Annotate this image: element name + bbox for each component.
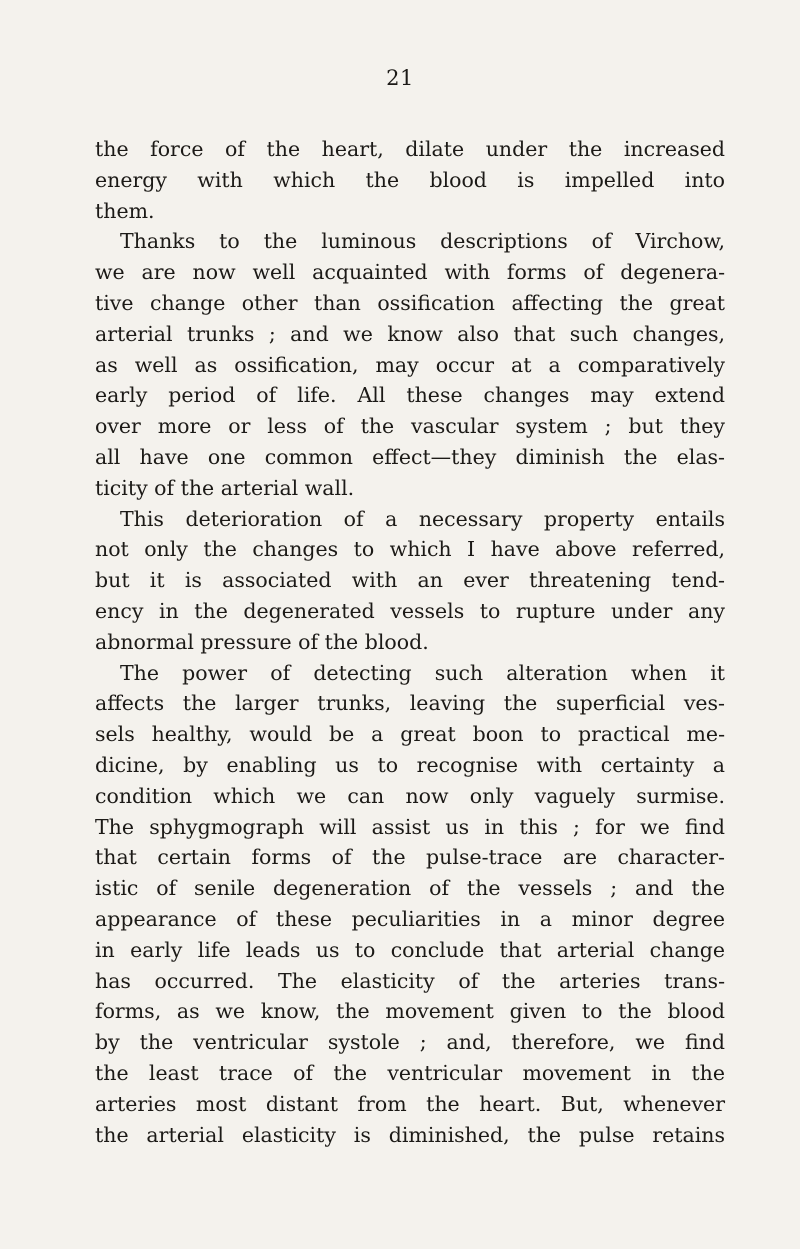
text-line: arterial trunks ; and we know also that such changes, — [95, 321, 725, 346]
text-line: the arterial elasticity is diminished, the pulse retains — [95, 1122, 725, 1147]
text-line: ticity of the arterial wall. — [95, 475, 355, 500]
text-line: sels healthy, would be a great boon to practical me- — [95, 722, 725, 747]
text-line: over more or less of the vascular system ; but they — [95, 414, 725, 439]
text-line: the force of the heart, dilate under the increased — [95, 137, 725, 161]
text-line: them. — [95, 198, 155, 223]
text-line: Thanks to the luminous descriptions of Virchow, — [120, 229, 725, 254]
text-line: condition which we can now only vaguely surmise. — [95, 783, 725, 808]
text-line: ency in the degenerated vessels to rupture under any — [95, 598, 725, 623]
page-number: 21 — [386, 66, 414, 90]
text-line: abnormal pressure of the blood. — [95, 629, 429, 654]
text-line: The sphygmograph will assist us in this ; for we find — [95, 814, 725, 839]
text-line: but it is associated with an ever threatening tend- — [95, 568, 725, 593]
text-line: by the ventricular systole ; and, therefore, we find — [95, 1030, 725, 1055]
text-line: has occurred. The elasticity of the arteries trans- — [95, 968, 725, 993]
text-line: The power of detecting such alteration when it — [120, 660, 725, 685]
body-text — [95, 134, 725, 1150]
text-line: in early life leads us to conclude that arterial change — [95, 937, 725, 962]
text-line: not only the changes to which I have above referred, — [95, 537, 725, 562]
text-line: dicine, by enabling us to recognise with certainty a — [95, 752, 725, 777]
text-line: tive change other than ossification affecting the great — [95, 290, 725, 315]
text-line: all have one common effect—they diminish the elas- — [95, 444, 725, 469]
text-line: forms, as we know, the movement given to the blood — [95, 999, 725, 1024]
text-line: istic of senile degeneration of the vessels ; and the — [95, 876, 725, 901]
text-line: appearance of these peculiarities in a minor degree — [95, 906, 725, 931]
text-line: arteries most distant from the heart. But, whenever — [95, 1091, 725, 1116]
text-line: as well as ossification, may occur at a comparatively — [95, 352, 725, 377]
text-line: that certain forms of the pulse-trace are character- — [95, 845, 725, 870]
text-line: we are now well acquainted with forms of degenera- — [95, 260, 725, 285]
text-line: affects the larger trunks, leaving the superficial ves- — [95, 691, 725, 716]
text-line: early period of life. All these changes may extend — [95, 383, 725, 408]
text-line: the least trace of the ventricular movement in the — [95, 1060, 725, 1085]
text-line: energy with which the blood is impelled into — [95, 167, 725, 192]
text-line: This deterioration of a necessary property entails — [120, 506, 725, 531]
